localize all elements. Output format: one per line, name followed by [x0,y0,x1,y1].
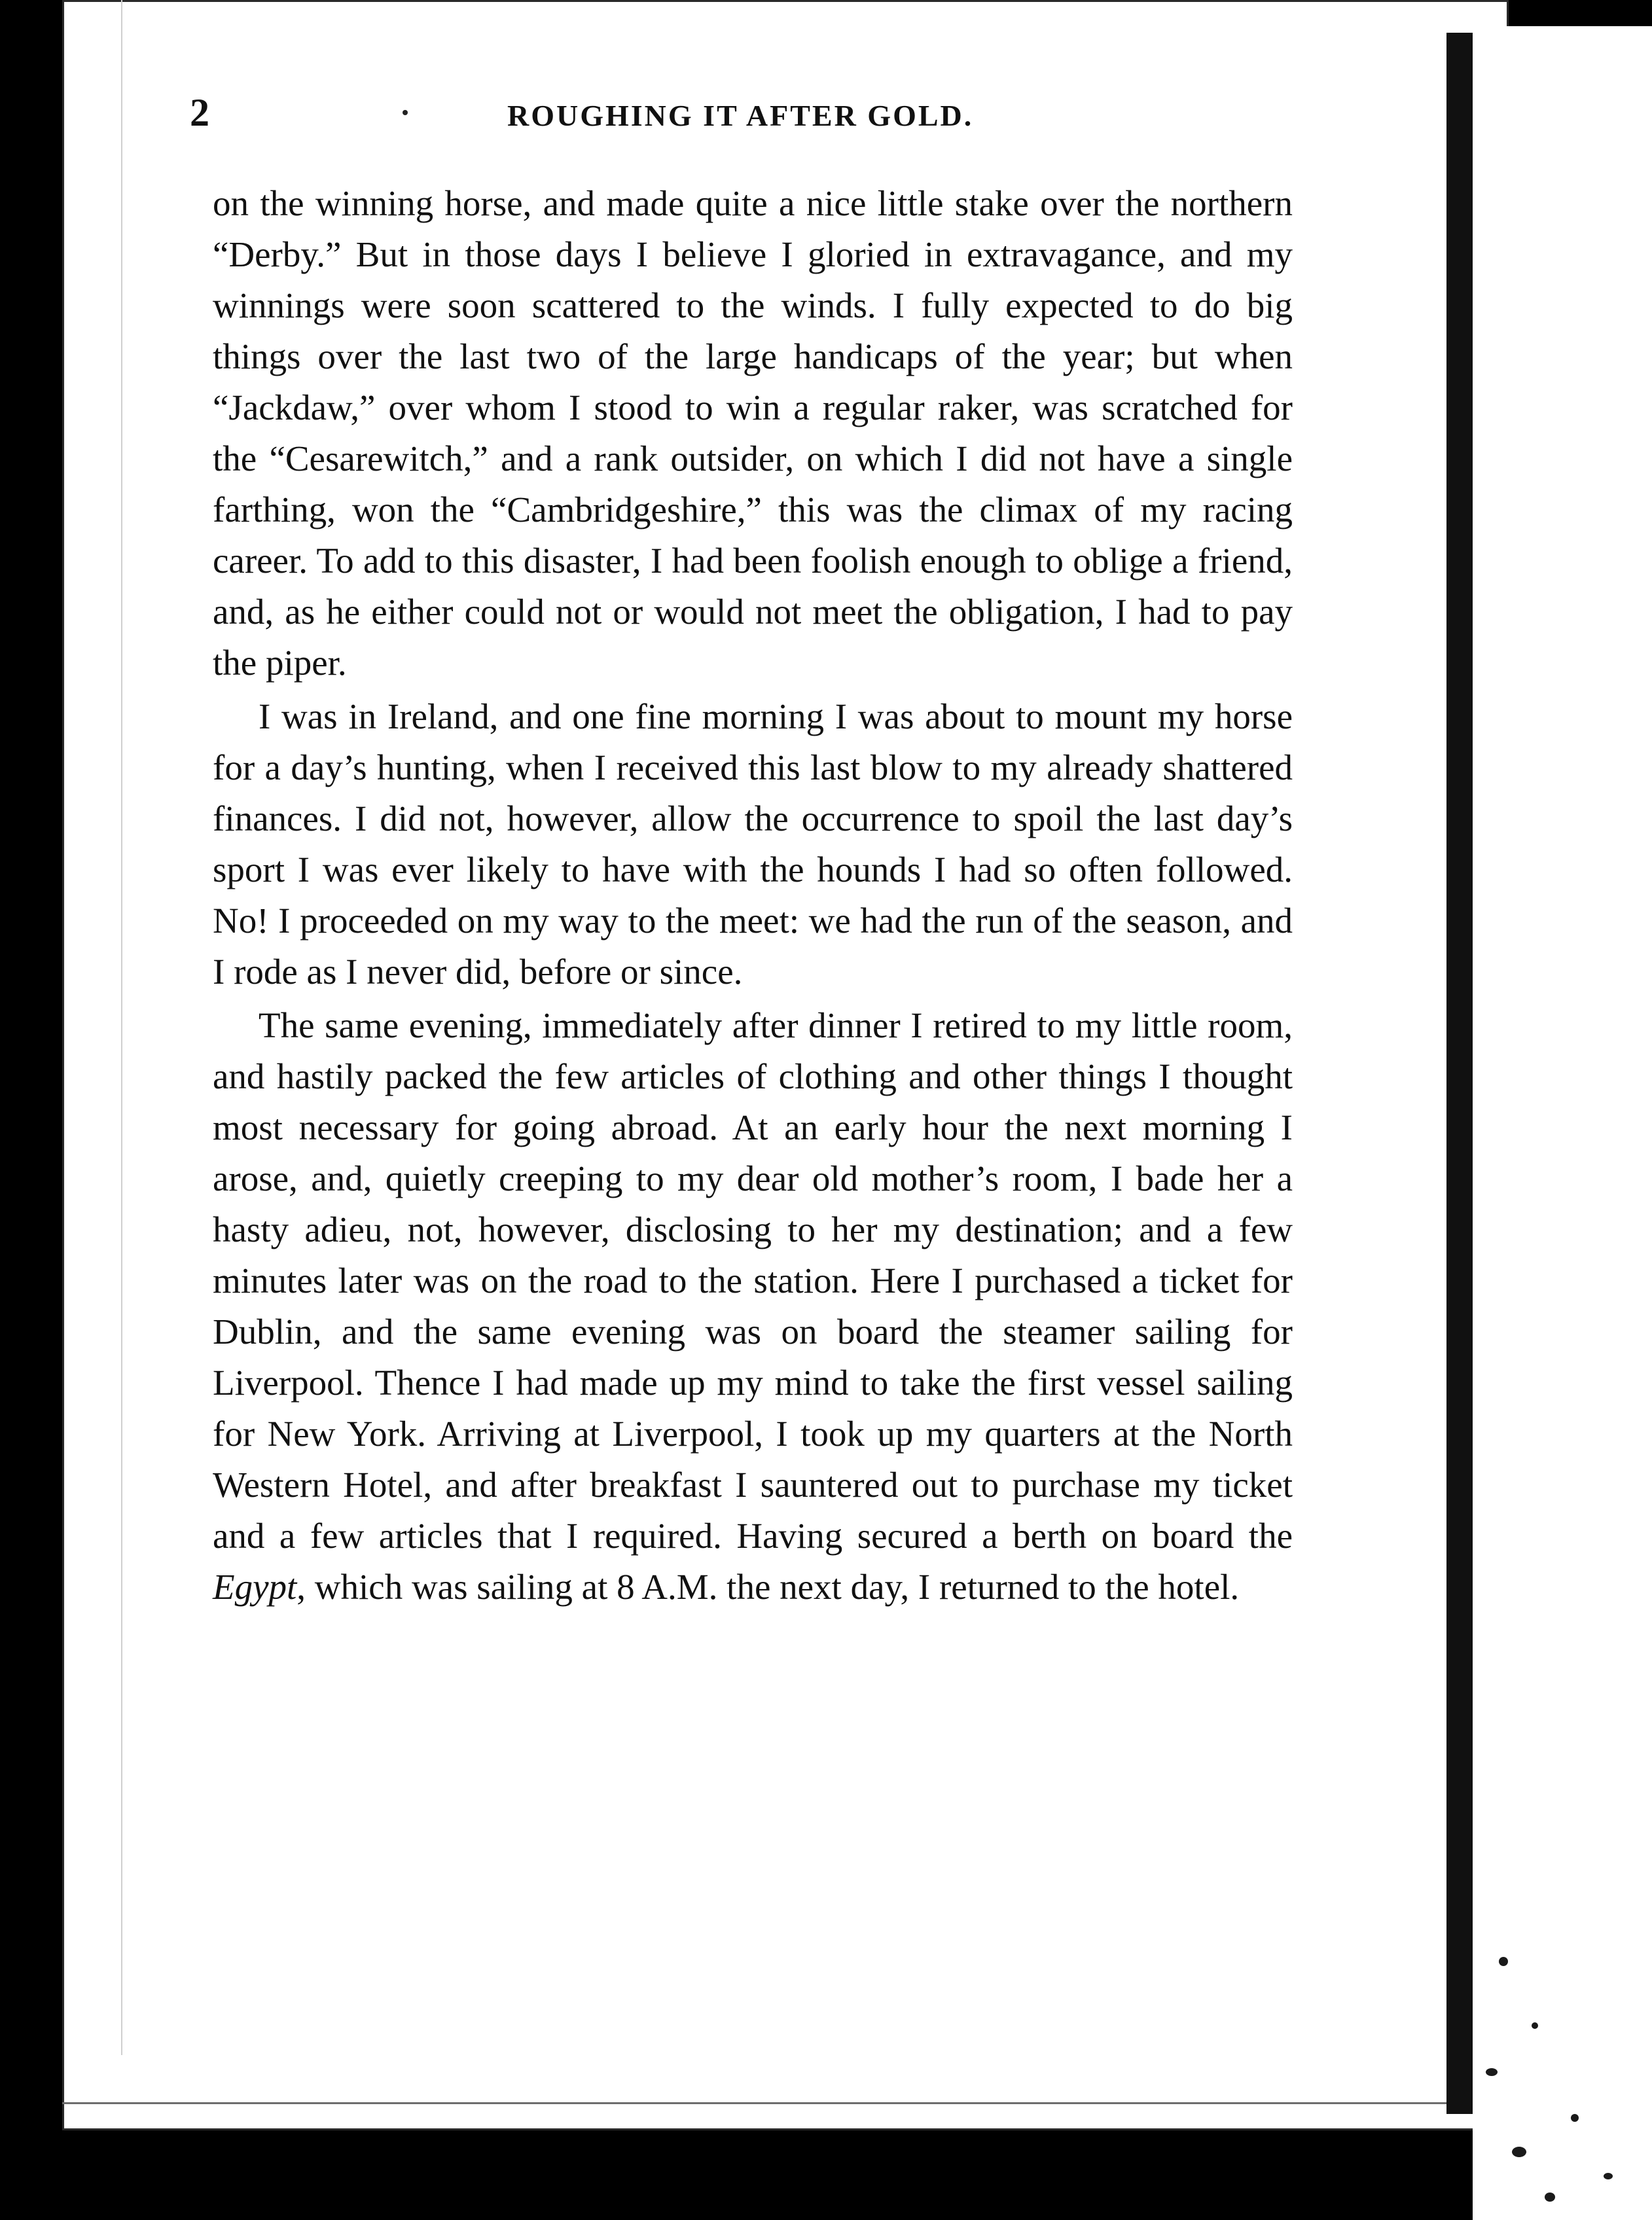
page-edge-shadow [1446,33,1473,2114]
page-header [190,90,1302,143]
running-head: ROUGHING IT AFTER GOLD. [507,99,974,132]
paragraph-2: I was in Ireland, and one fine morning I was about to mount my horse for a day’s hunting, when I received this last blow to my already shattered finances. I did not, however, allow the occurrence to spoil the last day’s sport I was ever likely to have with the hounds I had so often followed. No! I proceeded on my way to the meet: we had the run of the season, and I rode as I never did, before or since. [213,696,1293,992]
paragraph-1: on the winning horse, and made quite a nice little stake over the northern “Derby.” But in those days I believe I gloried in extravagance, and my winnings were soon scattered to the winds. I fully expected to do big things over the last two of the large handicaps of the year; but when “Jackdaw,” over whom I stood to win a regular raker, was scratched for the “Cesarewitch,” and a rank outsider, on which I did not have a single farthing, won the “Cambridgeshire,” this was the climax of my racing career. To add to this disaster, I had been foolish enough to oblige a friend, and, as he either could not or would not meet the obligation, I had to pay the piper. [213,183,1293,683]
facing-page-edge [1473,26,1652,2220]
page-number: 2 [190,91,209,134]
paragraph-3: The same evening, immediately after dinner I retired to my little room, and hastily packed the few articles of clothing and other things I thought most necessary for going abroad. At an early hour the next morning I arose, and, quietly creeping to my dear old mother’s room, I bade her a hasty adieu, not, however, disclosing to her my destination; and a few minutes later was on the road to the station. Here I purchased a ticket for Dublin, and the same evening was on board the steamer sailing for Liverpool. Thence I had made up my mind to take the first vessel sailing for New York. Arriving at Liverpool, I took up my quarters at the North Western Hotel, and after breakfast I sauntered out to purchase my ticket and a few articles that I required. Having secured a berth on board the Egypt, which was sailing at 8 A.M. the next day, I returned to the hotel. [213,1005,1293,1607]
ship-name: Egypt [213,1567,297,1607]
body-text [213,178,1293,1613]
